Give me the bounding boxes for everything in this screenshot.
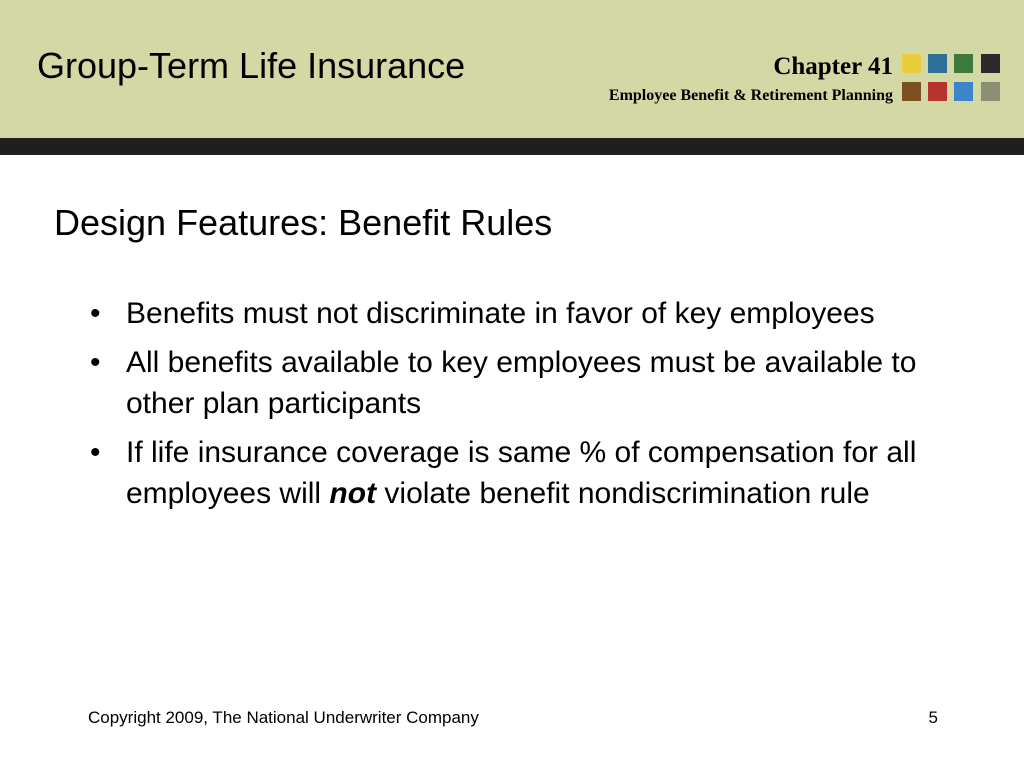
- page-number: 5: [928, 708, 938, 727]
- bullet-text: All benefits available to key employees must be available to other plan participants: [126, 346, 917, 420]
- deck-title: Group-Term Life Insurance: [37, 45, 466, 86]
- bullet-emphasis: not: [329, 477, 377, 510]
- swatch-4: [981, 54, 1000, 73]
- bullet-text: Benefits must not discriminate in favor of key employees: [126, 297, 875, 330]
- swatch-8: [981, 82, 1000, 101]
- swatch-5: [902, 82, 921, 101]
- swatch-7: [954, 82, 973, 101]
- header-divider: [0, 138, 1024, 155]
- slide-title: Design Features: Benefit Rules: [54, 202, 553, 243]
- bullet-item: [90, 342, 960, 424]
- bullet-text-lead: If life insurance coverage is same % of compensation for all employees will: [126, 436, 917, 510]
- chapter-label: Chapter 41: [773, 53, 893, 80]
- header-band: [0, 0, 1024, 138]
- bullet-icon: •: [90, 346, 101, 379]
- bullet-icon: •: [90, 436, 101, 469]
- book-title: Employee Benefit & Retirement Planning: [608, 87, 893, 104]
- bullet-text-tail: violate benefit nondiscrimination rule: [376, 477, 870, 510]
- bullet-item: [90, 293, 960, 334]
- footer-copyright: Copyright 2009, The National Underwriter Company: [88, 708, 479, 727]
- swatch-6: [928, 82, 947, 101]
- swatch-3: [954, 54, 973, 73]
- swatch-2: [928, 54, 947, 73]
- color-swatch-logo: [902, 54, 1006, 102]
- bullet-list: [90, 293, 960, 522]
- bullet-icon: •: [90, 297, 101, 330]
- bullet-item: [90, 432, 960, 514]
- swatch-1: [902, 54, 921, 73]
